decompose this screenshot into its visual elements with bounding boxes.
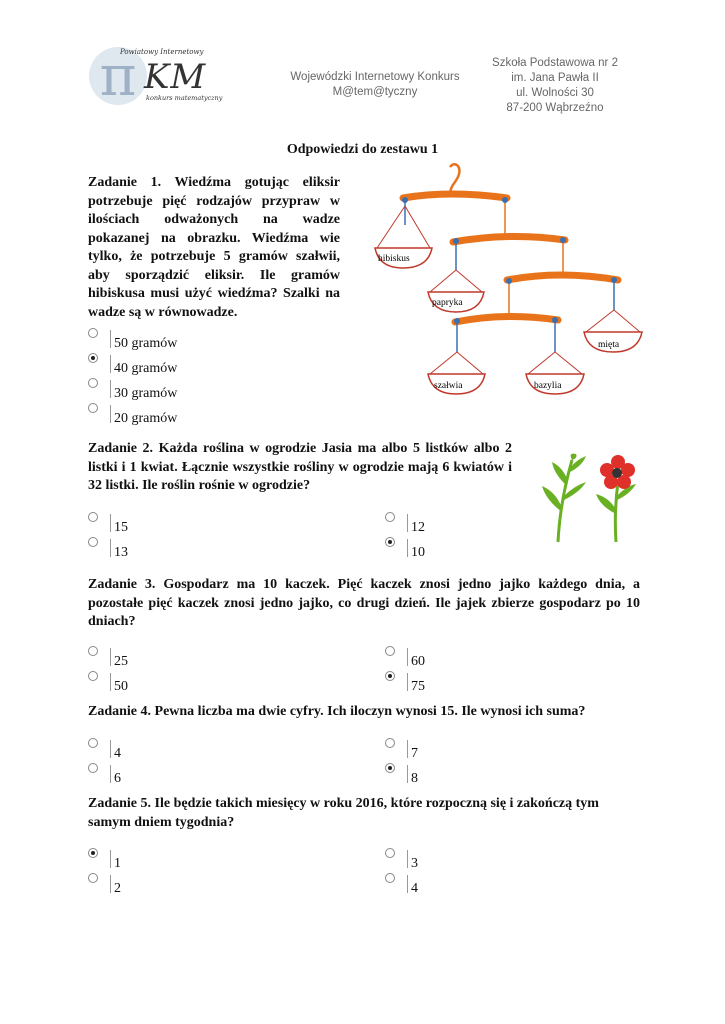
option-label: 13: [114, 545, 128, 560]
task-5-option-1[interactable]: [88, 848, 121, 873]
task-3-options-left: [88, 646, 128, 696]
radio-icon[interactable]: [88, 328, 98, 338]
task-3-option-2[interactable]: [88, 671, 128, 696]
task-5-option-2[interactable]: [88, 873, 121, 898]
task-4-option-1[interactable]: [88, 738, 121, 763]
school-line-1: Szkoła Podstawowa nr 2: [492, 57, 618, 69]
option-label: 20 gramów: [114, 411, 178, 426]
task-5-option-3[interactable]: [385, 848, 418, 873]
option-label: 3: [411, 856, 418, 871]
plants-illustration: [538, 452, 638, 544]
radio-icon[interactable]: [88, 763, 98, 773]
logo: [88, 45, 228, 107]
label-szalwia: szałwia: [434, 381, 463, 391]
hook-icon: [450, 164, 459, 195]
logo-bottom-text: konkurs matematyczny: [146, 94, 223, 102]
radio-icon[interactable]: [88, 537, 98, 547]
radio-icon[interactable]: [385, 512, 395, 522]
task-2-option-4[interactable]: [385, 537, 425, 562]
radio-icon[interactable]: [88, 403, 98, 413]
option-label: 25: [114, 654, 128, 669]
option-label: 60: [411, 654, 425, 669]
option-label: 4: [114, 746, 121, 761]
task-5-option-4[interactable]: [385, 873, 418, 898]
label-hibiskus: hibiskus: [378, 254, 410, 264]
task-4-text: Zadanie 4. Pewna liczba ma dwie cyfry. Ich iloczyn wynosi 15. Ile wynosi ich suma?: [88, 704, 586, 719]
school-address: [475, 56, 635, 116]
radio-icon[interactable]: [88, 873, 98, 883]
task-2-option-3[interactable]: [385, 512, 425, 537]
contest-name: [280, 70, 470, 100]
task-1-options: [88, 328, 177, 428]
logo-letters: KM: [144, 57, 207, 97]
option-label: 50: [114, 679, 128, 694]
option-label: 4: [411, 881, 418, 896]
task-1-option-3[interactable]: [88, 378, 177, 403]
task-2-options-right: [385, 512, 425, 562]
option-label: 75: [411, 679, 425, 694]
task-2-options-left: [88, 512, 128, 562]
task-4-options-left: [88, 738, 121, 788]
label-mieta: mięta: [598, 340, 620, 350]
contest-line-1: Wojewódzki Internetowy Konkurs: [290, 71, 460, 83]
option-label: 50 gramów: [114, 336, 178, 351]
flower-icon: [600, 455, 635, 489]
task-3-options-right: [385, 646, 425, 696]
task-3-option-3[interactable]: [385, 646, 425, 671]
label-bazylia: bazylia: [534, 381, 562, 391]
svg-text:π: π: [99, 45, 137, 107]
task-1-option-1[interactable]: [88, 328, 177, 353]
logo-top-text: Powiatowy Internetowy: [120, 48, 204, 56]
leaf-icon: [596, 494, 616, 514]
radio-icon[interactable]: [385, 738, 395, 748]
option-label: 2: [114, 881, 121, 896]
task-3-option-4[interactable]: [385, 671, 425, 696]
option-label: 6: [114, 771, 121, 786]
task-5-text: Zadanie 5. Ile będzie takich miesięcy w roku 2016, które rozpoczną się i zakończą tym samym dniem tygodnia?: [88, 796, 599, 830]
radio-selected-icon[interactable]: [385, 671, 395, 681]
task-2-option-1[interactable]: [88, 512, 128, 537]
radio-selected-icon[interactable]: [385, 537, 395, 547]
leaf-icon: [542, 486, 562, 512]
task-5-options-right: [385, 848, 418, 898]
radio-icon[interactable]: [385, 646, 395, 656]
school-line-2: im. Jana Pawła II: [511, 72, 599, 84]
contest-line-2: M@tem@tyczny: [332, 86, 418, 98]
task-5-options-left: [88, 848, 121, 898]
page-title: Odpowiedzi do zestawu 1: [286, 142, 439, 157]
radio-selected-icon[interactable]: [88, 353, 98, 363]
option-label: 30 gramów: [114, 386, 178, 401]
beam-icon: [403, 194, 507, 198]
radio-selected-icon[interactable]: [88, 848, 98, 858]
option-label: 15: [114, 520, 128, 535]
task-2-text: Zadanie 2. Każda roślina w ogrodzie Jasia ma albo 5 listków albo 2 listki i 1 kwiat. Łącznie wszystkie rośliny w ogrodzie mają 6 kwiatów i 32 listki. Ile roślin rośnie w ogrodzie?: [88, 441, 512, 493]
option-label: 7: [411, 746, 418, 761]
leaf-icon: [552, 462, 568, 486]
task-1-option-4[interactable]: [88, 403, 177, 428]
radio-selected-icon[interactable]: [385, 763, 395, 773]
option-label: 12: [411, 520, 425, 535]
task-4-option-3[interactable]: [385, 738, 418, 763]
radio-icon[interactable]: [88, 378, 98, 388]
radio-icon[interactable]: [88, 738, 98, 748]
radio-icon[interactable]: [385, 873, 395, 883]
school-line-4: 87-200 Wąbrzeźno: [506, 102, 604, 114]
balance-scale-illustration: [370, 160, 650, 410]
radio-icon[interactable]: [88, 671, 98, 681]
leaf-icon: [571, 454, 577, 460]
option-label: 8: [411, 771, 418, 786]
task-3-text: Zadanie 3. Gospodarz ma 10 kaczek. Pięć kaczek znosi jedno jajko każdego dnia, a pozostałe pięć kaczek znosi jedno jajko, co drugi dzień. Ile jajek zbierze gospodarz po 10 dniach?: [88, 577, 640, 629]
task-2-option-2[interactable]: [88, 537, 128, 562]
school-line-3: ul. Wolności 30: [516, 87, 594, 99]
radio-icon[interactable]: [88, 646, 98, 656]
task-1-text: Zadanie 1. Wiedźma gotując eliksir potrzebuje pięć rodzajów przypraw w ilościach odważonych na wadze pokazanej na obrazku. Wiedźma wie tylko, że potrzebuje 5 gramów szałwii, aby sporządzić eliksir. Ile gramów hibiskusa musi użyć wiedźma? Szalki na wadze są w równowadze.: [88, 175, 340, 320]
task-1-option-2[interactable]: [88, 353, 177, 378]
radio-icon[interactable]: [88, 512, 98, 522]
label-papryka: papryka: [432, 298, 463, 308]
task-4-options-right: [385, 738, 418, 788]
option-label: 40 gramów: [114, 361, 178, 376]
option-label: 10: [411, 545, 425, 560]
task-3-option-1[interactable]: [88, 646, 128, 671]
task-4-option-2[interactable]: [88, 763, 121, 788]
task-4-option-4[interactable]: [385, 763, 418, 788]
option-label: 1: [114, 856, 121, 871]
radio-icon[interactable]: [385, 848, 395, 858]
